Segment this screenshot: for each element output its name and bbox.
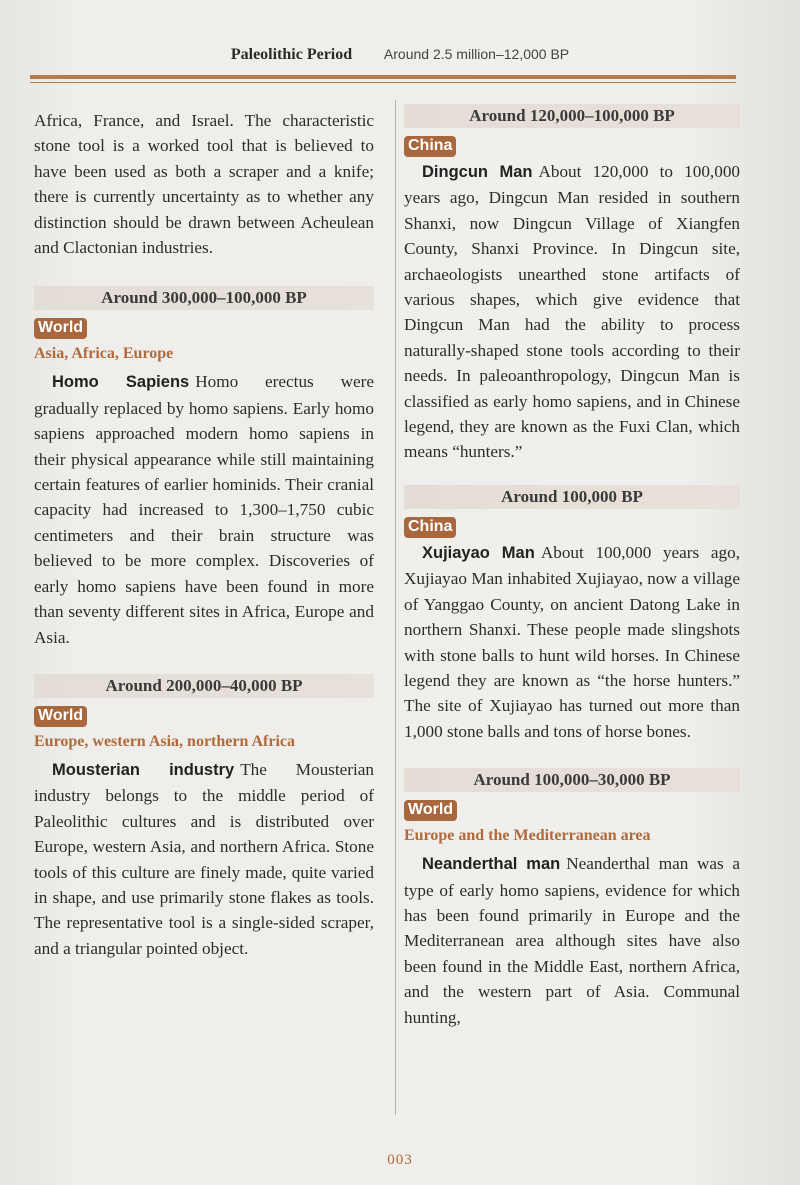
entry-paragraph bbox=[404, 540, 740, 744]
right-column bbox=[404, 104, 740, 1030]
page-number: 003 bbox=[387, 1152, 413, 1168]
running-head-range: Around 2.5 million–12,000 BP bbox=[383, 46, 570, 62]
header-rule-thin bbox=[30, 82, 736, 83]
running-head bbox=[0, 46, 800, 64]
entry-term: Neanderthal man bbox=[422, 855, 561, 874]
entry-paragraph bbox=[404, 159, 740, 465]
entry-text: Homo erectus were gradually replaced by homo sapiens. Early homo sapiens approached modern homo sapiens in their physical appearance while still maintaining certain features of earlier hominids. Their cranial capacity had increased to 1,300–1,750 cubic centimeters and their brain structure was believed to be more complex. Discoveries of early homo sapiens have been found in more than seventy different sites in Africa, Europe and Asia. bbox=[34, 372, 375, 647]
region-heading: Europe and the Mediterranean area bbox=[404, 827, 651, 845]
section-tag-world: World bbox=[34, 318, 87, 339]
entry-paragraph bbox=[34, 757, 374, 961]
column-divider bbox=[395, 100, 396, 1115]
entry-paragraph bbox=[34, 369, 374, 649]
entry-paragraph bbox=[404, 851, 740, 1030]
entry-term: Dingcun Man bbox=[422, 163, 533, 181]
region-heading: Asia, Africa, Europe bbox=[34, 345, 174, 363]
entry-text: About 100,000 years ago, Xujiayao Man inhabited Xujiayao, now a village of Yanggao County, on ancient Datong Lake in northern Shanxi. These people made slingshots with stone balls to hunt wild horses. In Chinese legend they are known as “the horse hunters.” The site of Xujiayao has turned out more than 1,000 stone balls and tons of horse bones. bbox=[404, 542, 740, 741]
running-head-title: Paleolithic Period bbox=[230, 46, 353, 63]
section-tag-world: World bbox=[404, 800, 457, 821]
header-rule-thick bbox=[30, 75, 736, 79]
section-tag-china: China bbox=[404, 517, 456, 538]
date-band: Around 100,000–30,000 BP bbox=[404, 768, 740, 792]
entry-text: Neanderthal man was a type of early homo sapiens, evidence for which has been found primarily in Europe and the Mediterranean area although sites have also been found in the Middle East, northern Africa, and the western part of Asia. Communal hunting, bbox=[404, 854, 740, 1027]
entry-term: Xujiayao Man bbox=[422, 543, 535, 562]
section-tag-china: China bbox=[404, 136, 456, 157]
intro-paragraph: Africa, France, and Israel. The characteristic stone tool is a worked tool that is believed to have been used as both a scraper and a knife; there is currently uncertainty as to whether any distinction should be drawn between Acheulean and Clactonian industries. bbox=[34, 111, 374, 258]
section-tag-world: World bbox=[34, 706, 87, 727]
entry-term: Homo Sapiens bbox=[52, 373, 190, 392]
entry-text: The Mousterian industry belongs to the middle period of Paleolithic cultures and is distributed over Europe, western Asia, and northern Africa. Stone tools of this culture are finely made, quite varied in shape, and use primarily stone flakes as tools. The representative tool is a single-sided scraper, and a triangular pointed object. bbox=[34, 759, 374, 958]
date-band: Around 120,000–100,000 BP bbox=[404, 104, 740, 128]
region-heading: Europe, western Asia, northern Africa bbox=[34, 732, 296, 750]
date-band: Around 300,000–100,000 BP bbox=[34, 286, 374, 310]
date-band: Around 100,000 BP bbox=[404, 485, 740, 509]
entry-term: Mousterian industry bbox=[52, 760, 235, 779]
left-column bbox=[34, 108, 374, 961]
date-band: Around 200,000–40,000 BP bbox=[34, 674, 374, 698]
entry-text: About 120,000 to 100,000 years ago, Dingcun Man resided in southern Shanxi, now Dingcun Village of Xiangfen County, Shanxi Province. In Dingcun site, archaeologists unearthed stone artifacts of various shapes, which give evidence that Dingcun Man had the ability to process naturally-shaped stone tools according to their needs. In paleoanthropology, Dingcun Man is classified as early homo sapiens, and in Chinese legend, they are known as the Fuxi Clan, which means “hunters.” bbox=[404, 162, 741, 462]
